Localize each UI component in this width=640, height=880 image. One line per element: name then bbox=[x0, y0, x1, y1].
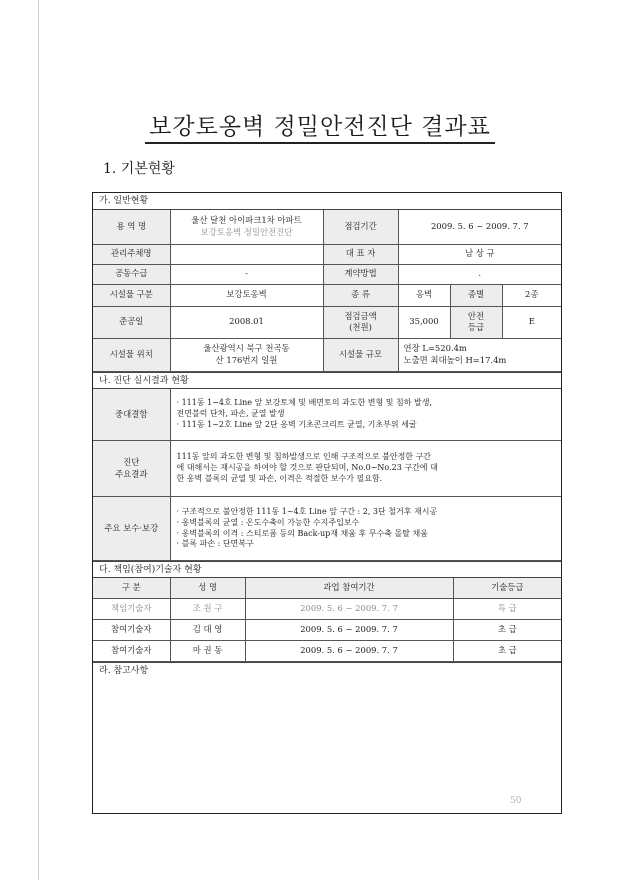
class-value: 2종 bbox=[502, 284, 561, 306]
safety-grade-value: E bbox=[502, 306, 561, 338]
engineer-period: 2009. 5. 6 ~ 2009. 7. 7 bbox=[245, 598, 453, 619]
facility-scale-label: 시설물 규모 bbox=[323, 338, 398, 371]
notes-label: 라. 참고사항 bbox=[93, 662, 561, 679]
table-row bbox=[93, 284, 561, 306]
table-row bbox=[93, 441, 561, 497]
findings-label: 진단 주요결과 bbox=[93, 441, 170, 497]
header-period: 과업 참여기간 bbox=[245, 578, 453, 598]
kind-label: 종 류 bbox=[323, 284, 398, 306]
inspection-amount-value: 35,000 bbox=[398, 306, 450, 338]
completion-date-value: 2008.01 bbox=[170, 306, 323, 338]
engineer-role: 참여기술자 bbox=[93, 619, 170, 640]
table-row bbox=[93, 210, 561, 244]
repair-label: 주요 보수·보강 bbox=[93, 497, 170, 561]
table-row bbox=[93, 338, 561, 371]
engineers-label: 다. 책임(참여)기술자 현황 bbox=[93, 561, 561, 578]
engineers-table bbox=[93, 578, 561, 662]
document-title: 보강토옹벽 정밀안전진단 결과표 bbox=[0, 108, 640, 141]
table-row bbox=[93, 264, 561, 284]
service-name-value: 울산 달천 아이파크1차 아파트 보강토옹벽 정밀안전진단 bbox=[170, 210, 323, 244]
completion-date-label: 준공일 bbox=[93, 306, 170, 338]
manager-value bbox=[170, 244, 323, 264]
table-row bbox=[93, 497, 561, 561]
general-status-table bbox=[93, 210, 561, 372]
general-status-label: 가. 일반현황 bbox=[93, 193, 561, 210]
engineer-role: 책임기술자 bbox=[93, 598, 170, 619]
table-row bbox=[93, 244, 561, 264]
facility-location-value: 울산광역시 북구 천곡동 산 176번지 일원 bbox=[170, 338, 323, 371]
results-label: 나. 진단 실시결과 현황 bbox=[93, 372, 561, 389]
table-header-row bbox=[93, 578, 561, 598]
contract-method-value: . bbox=[398, 264, 561, 284]
representative-value: 남 상 규 bbox=[398, 244, 561, 264]
engineer-role: 참여기술자 bbox=[93, 640, 170, 661]
engineer-grade: 초 급 bbox=[453, 640, 561, 661]
defects-label: 중대결함 bbox=[93, 389, 170, 441]
header-name: 성 명 bbox=[170, 578, 245, 598]
engineer-period: 2009. 5. 6 ~ 2009. 7. 7 bbox=[245, 619, 453, 640]
header-grade: 기술등급 bbox=[453, 578, 561, 598]
manager-label: 관리주체명 bbox=[93, 244, 170, 264]
joint-contract-label: 공동수급 bbox=[93, 264, 170, 284]
defects-text: · 111동 1~4호 Line 앞 보강토체 및 배면토의 과도한 변형 및 침하 발생, 전면블럭 단차, 파손, 균열 발생 · 111동 1~2호 Line 앞 2단 옹벽 기초콘크리트 균열, 기초부위 세굴 bbox=[170, 389, 561, 441]
header-role: 구 분 bbox=[93, 578, 170, 598]
service-name-label: 용 역 명 bbox=[93, 210, 170, 244]
table-row bbox=[93, 389, 561, 441]
engineer-grade: 초 급 bbox=[453, 619, 561, 640]
table-row bbox=[93, 598, 561, 619]
facility-location-label: 시설물 위치 bbox=[93, 338, 170, 371]
facility-scale-value: 연장 L=520.4m 노출면 최대높이 H=17.4m bbox=[398, 338, 561, 371]
result-form bbox=[92, 192, 562, 814]
inspection-period-value: 2009. 5. 6 ~ 2009. 7. 7 bbox=[398, 210, 561, 244]
notes-area bbox=[93, 679, 561, 772]
inspection-amount-label: 점검금액 (천원) bbox=[323, 306, 398, 338]
table-row bbox=[93, 306, 561, 338]
engineer-name: 김 대 영 bbox=[170, 619, 245, 640]
facility-type-value: 보강토옹벽 bbox=[170, 284, 323, 306]
engineer-name: 마 권 동 bbox=[170, 640, 245, 661]
contract-method-label: 계약방법 bbox=[323, 264, 398, 284]
repair-text: · 구조적으로 불안정한 111동 1~4호 Line 앞 구간 : 2, 3단 철거후 재시공 · 옹벽블록의 균열 : 온도수축이 가능한 수지주입보수 · 옹벽블록의 이격 : 스티로폼 등의 Back-up재 채움 후 무수축 몰탈 채움 · 블록 파손 : 단면복구 bbox=[170, 497, 561, 561]
table-row bbox=[93, 640, 561, 661]
facility-type-label: 시설물 구분 bbox=[93, 284, 170, 306]
section-heading: 1. 기본현황 bbox=[103, 161, 175, 177]
representative-label: 대 표 자 bbox=[323, 244, 398, 264]
safety-grade-label: 안전 등급 bbox=[450, 306, 502, 338]
joint-contract-value: - bbox=[170, 264, 323, 284]
table-row bbox=[93, 619, 561, 640]
inspection-period-label: 점검기간 bbox=[323, 210, 398, 244]
engineer-name: 조 원 구 bbox=[170, 598, 245, 619]
results-table bbox=[93, 389, 561, 562]
engineer-period: 2009. 5. 6 ~ 2009. 7. 7 bbox=[245, 640, 453, 661]
findings-text: 111동 앞의 과도한 변형 및 침하발생으로 인해 구조적으로 불안정한 구간 에 대해서는 재시공을 하여야 할 것으로 판단되며, No.0~No.23 구간에 대 한 옹벽 블록의 균열 및 파손, 이격은 적절한 보수가 필요함. bbox=[170, 441, 561, 497]
class-label: 종별 bbox=[450, 284, 502, 306]
engineer-grade: 특 급 bbox=[453, 598, 561, 619]
kind-value: 옹벽 bbox=[398, 284, 450, 306]
page-mark: 50 bbox=[510, 796, 522, 806]
